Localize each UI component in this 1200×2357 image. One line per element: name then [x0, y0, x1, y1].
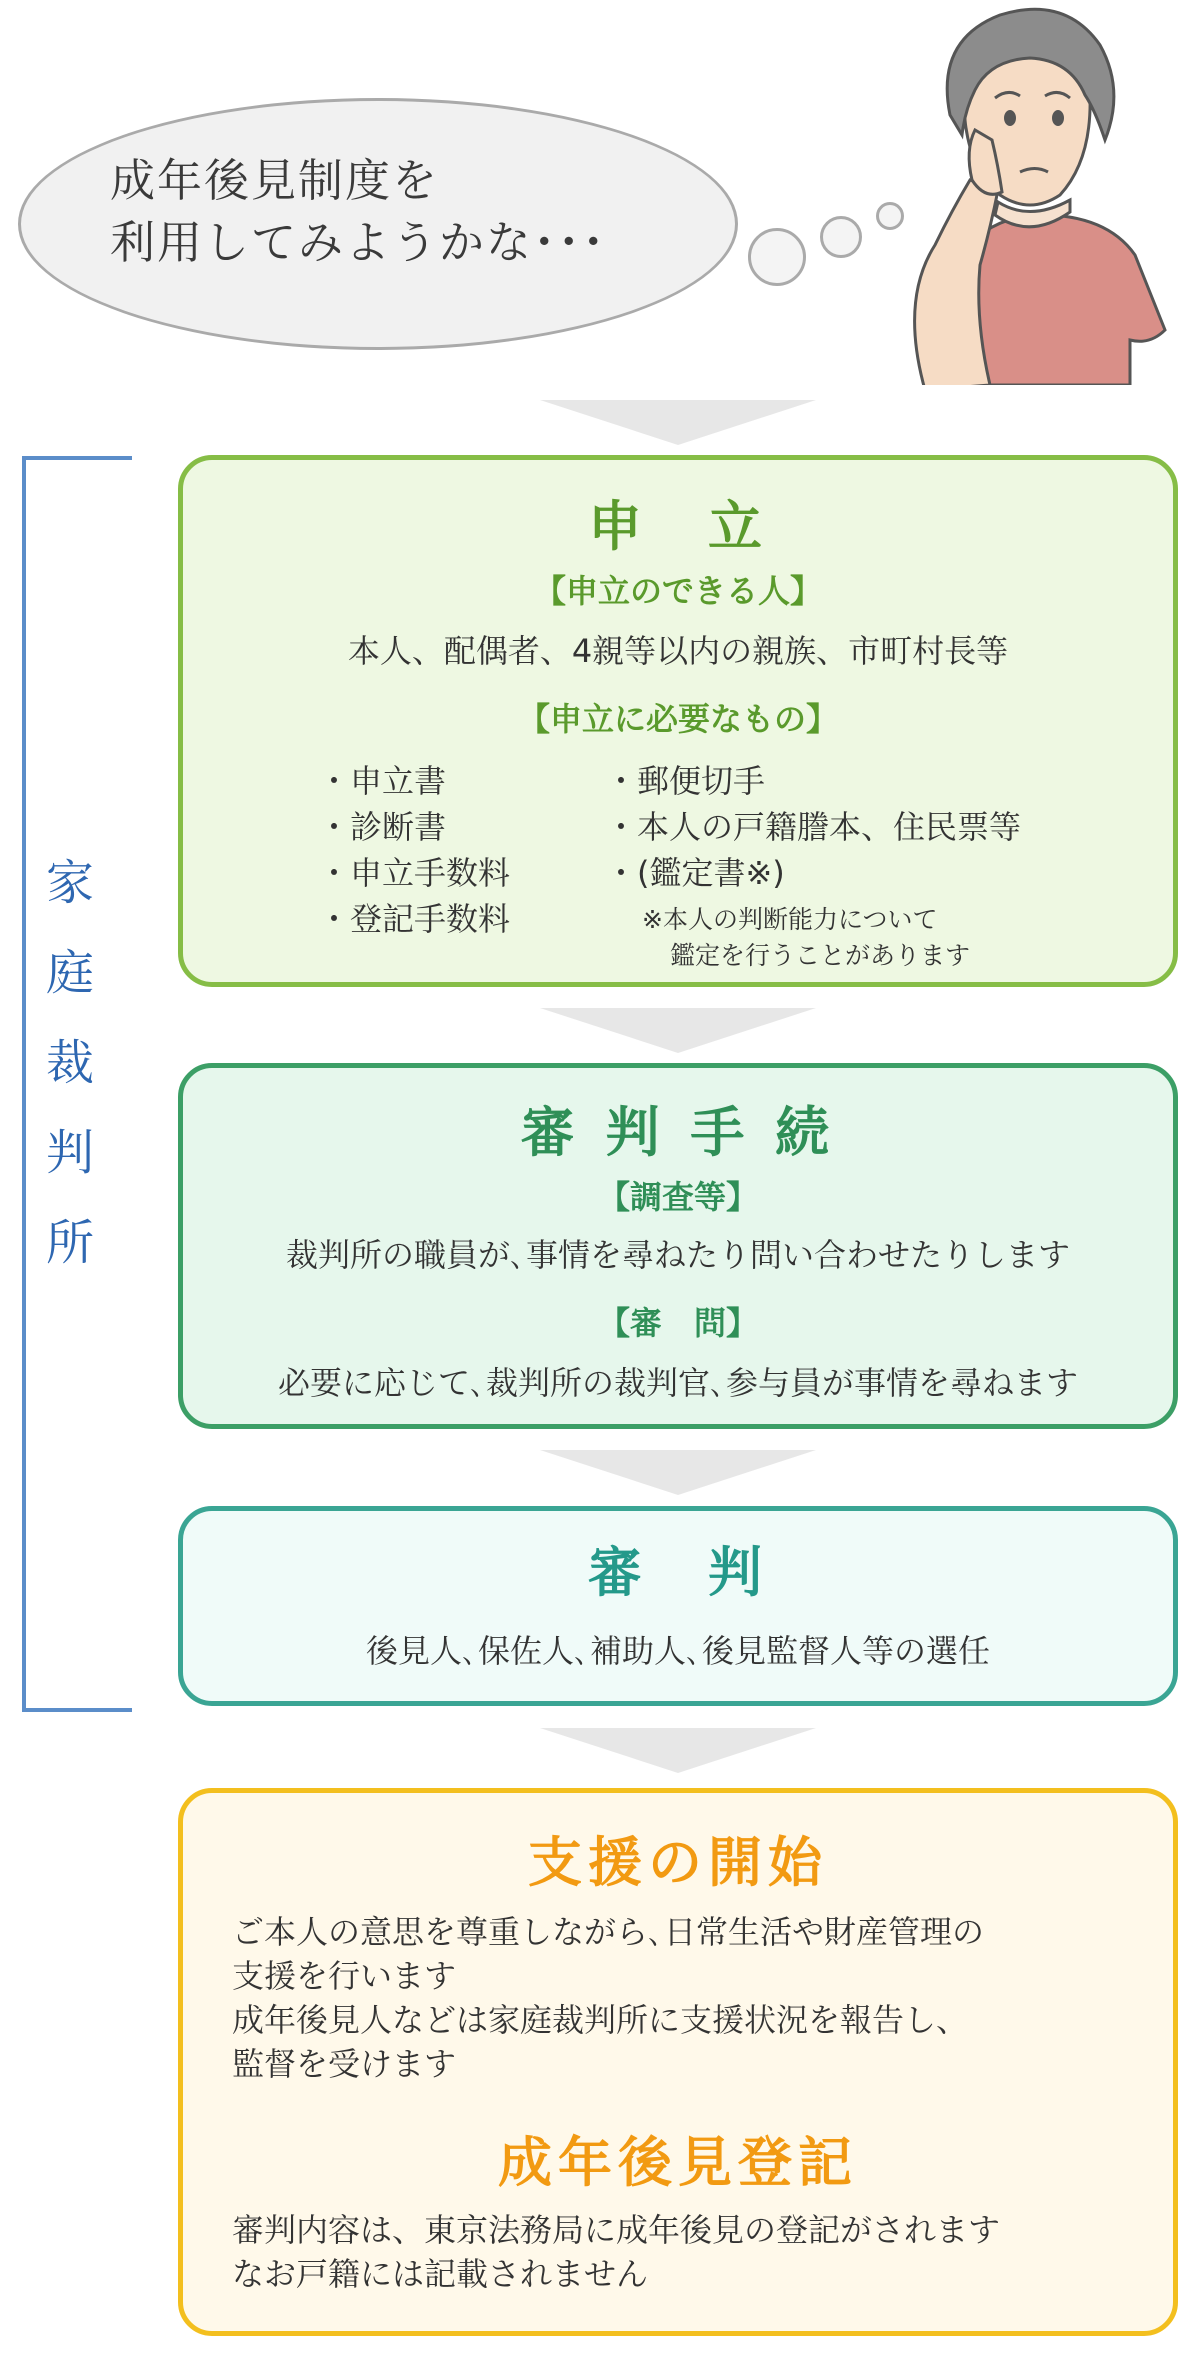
list-item: ・郵便切手	[605, 762, 766, 800]
support-line-4: 監督を受けます	[232, 2045, 457, 2083]
petitioner-text: 本人、配偶者、4親等以内の親族、市町村長等	[347, 632, 1009, 670]
survey-text: 裁判所の職員が､事情を尋ねたり問い合わせたりします	[285, 1236, 1070, 1274]
judgment-text: 後見人､保佐人､補助人､後見監督人等の選任	[365, 1632, 990, 1670]
step-petition-title: 申 立	[588, 495, 768, 558]
flow-arrow-3	[540, 1450, 816, 1495]
bubble-line-2: 利用してみようかな･･･	[110, 216, 607, 269]
support-paragraph	[232, 1910, 984, 2086]
worried-woman-illustration	[880, 0, 1190, 385]
support-line-1: ご本人の意思を尊重しながら､日常生活や財産管理の	[232, 1913, 985, 1951]
note-line-1: ※本人の判断能力について	[642, 905, 938, 934]
list-item: ・(鑑定書※)	[605, 854, 785, 892]
petitioner-heading: 【申立のできる人】	[533, 572, 822, 610]
bubble-line-1: 成年後見制度を	[110, 154, 440, 207]
hearing-text: 必要に応じて､裁判所の裁判官､参与員が事情を尋ねます	[277, 1364, 1078, 1402]
list-item: ・本人の戸籍謄本、住民票等	[605, 808, 1022, 846]
list-item: ・診断書	[318, 808, 447, 846]
flow-arrow-1	[540, 400, 816, 445]
survey-heading: 【調査等】	[597, 1178, 758, 1216]
support-line-2: 支援を行います	[232, 1957, 457, 1995]
hearing-heading: 【審 問】	[597, 1304, 758, 1342]
note-line-2: 鑑定を行うことがあります	[670, 941, 971, 970]
family-court-label: 家庭裁判所	[45, 855, 94, 1271]
support-line-3: 成年後見人などは家庭裁判所に支援状況を報告し、	[232, 2001, 969, 2039]
appraisal-note	[642, 902, 970, 974]
thought-dot-large	[748, 228, 806, 286]
step-judgment-title: 審 判	[588, 1541, 768, 1604]
registration-line-1: 審判内容は、東京法務局に成年後見の登記がされます	[232, 2211, 1001, 2249]
bubble-text	[110, 150, 607, 274]
list-item: ・申立書	[318, 762, 447, 800]
registration-paragraph	[232, 2208, 1000, 2296]
step-proceedings-title: 審 判 手 続	[520, 1101, 836, 1164]
requirements-list-left	[318, 758, 510, 942]
thought-dot-medium	[820, 216, 862, 258]
step-support-title: 支援の開始	[528, 1831, 828, 1894]
list-item: ・申立手数料	[318, 854, 511, 892]
flow-arrow-4	[540, 1728, 816, 1773]
list-item: ・登記手数料	[318, 900, 511, 938]
registration-title: 成年後見登記	[498, 2131, 858, 2194]
flow-arrow-2	[540, 1008, 816, 1053]
requirements-heading: 【申立に必要なもの】	[517, 700, 838, 738]
requirements-list-right	[605, 758, 1021, 896]
registration-line-2: なお戸籍には記載されません	[232, 2255, 649, 2293]
